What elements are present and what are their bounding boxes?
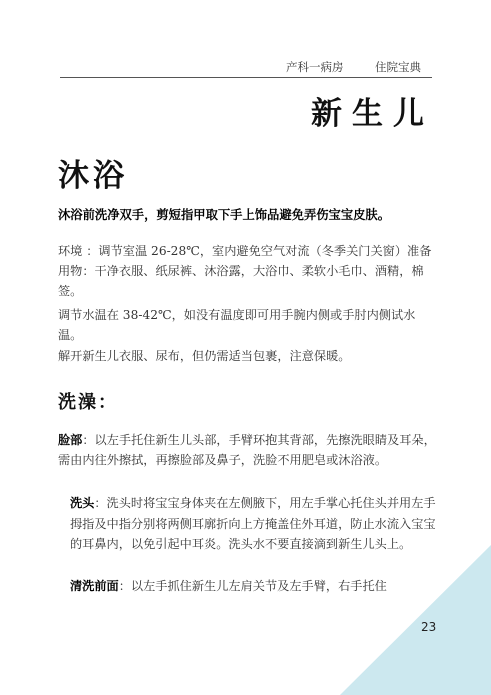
face-label: 脸部 <box>58 433 83 447</box>
water-temp-paragraph: 调节水温在 38-42℃，如没有温度即可用手腕内侧或手肘内侧试水温。 <box>58 308 416 342</box>
chapter-title: 新生儿 <box>311 96 434 132</box>
lead-sentence: 沐浴前洗净双手，剪短指甲取下手上饰品避免弄伤宝宝皮肤。 <box>58 208 391 222</box>
face-paragraph <box>58 430 436 470</box>
front-text: ：以左手抓住新生儿左肩关节及左手臂，右手托住 <box>118 579 387 593</box>
hair-label: 洗头 <box>70 496 95 510</box>
header-book: 住院宝典 <box>375 60 421 74</box>
environment-paragraph: 环境 ：调节室温 26-28℃，室内避免空气对流（冬季关门关窗）准备用物：干净衣服、纸尿裤、沐浴露，大浴巾、柔软小毛巾、酒精，棉签。 <box>58 244 432 298</box>
corner-decoration <box>340 545 491 695</box>
section-title: 沐浴 <box>58 158 128 194</box>
hair-text: ：洗头时将宝宝身体夹在左侧腋下，用左手掌心托住头并用左手拇指及中指分别将两侧耳廓折向上方掩盖住外耳道，防止水流入宝宝的耳鼻内，以免引起中耳炎。洗头水不要直接滴到新生儿头上。 <box>70 496 436 551</box>
running-header <box>0 57 426 77</box>
undress-paragraph: 解开新生儿衣服、尿布，但仍需适当包裹，注意保暖。 <box>58 349 351 363</box>
header-rule <box>60 77 432 78</box>
header-dept: 产科一病房 <box>286 60 344 74</box>
corner-triangle <box>340 545 491 695</box>
front-label: 清洗前面 <box>70 579 119 593</box>
face-text: ：以左手托住新生儿头部，手臂环抱其背部，先擦洗眼睛及耳朵，需由内往外擦拭，再擦脸部及鼻子，洗脸不用肥皂或沐浴液。 <box>58 433 436 467</box>
bathing-subtitle: 洗澡： <box>58 392 118 413</box>
page-number: 23 <box>421 620 437 634</box>
